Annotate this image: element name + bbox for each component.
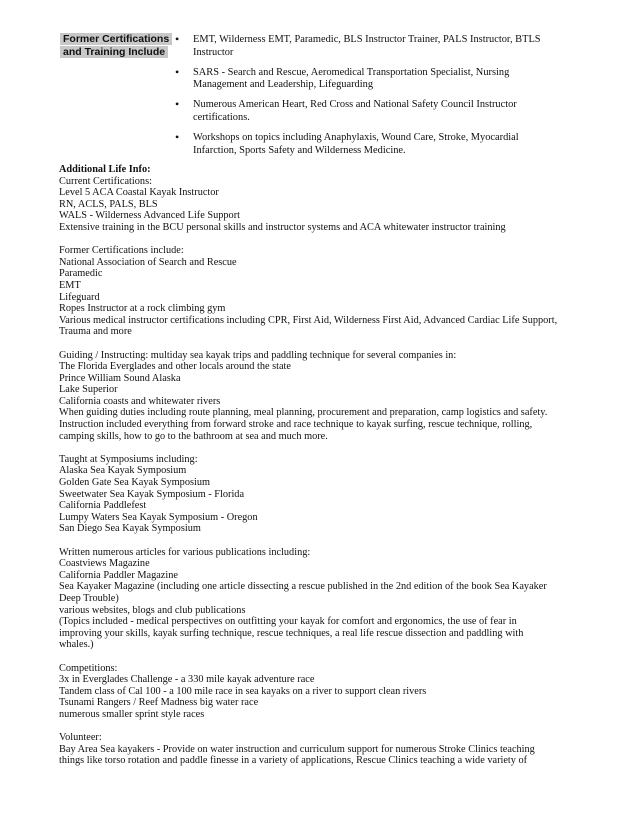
text-line: Lake Superior xyxy=(59,384,118,396)
additional-life-info xyxy=(59,164,559,767)
additional-life-info-title: Additional Life Info: xyxy=(59,164,151,175)
text-line: Tsunami Rangers / Reef Madness big water race xyxy=(59,697,259,709)
spacer xyxy=(59,234,559,246)
spacer xyxy=(59,651,559,663)
guiding-block xyxy=(59,350,559,443)
text-line: various websites, blogs and club publications xyxy=(59,604,246,616)
text-line: San Diego Sea Kayak Symposium xyxy=(59,523,201,535)
text-line: Prince William Sound Alaska xyxy=(59,372,181,384)
text-line: Lifeguard xyxy=(59,291,100,303)
bullet-icon: • xyxy=(175,32,180,46)
bullet-icon: • xyxy=(175,130,180,145)
text-line: Paramedic xyxy=(59,268,103,280)
text-line: Bay Area Sea kayakers - Provide on water instruction and curriculum support for numerous Stroke Clinics teaching things like torso rotation and paddle finesse in a variety of applications, Rescue Clinics teaching a wide variety of xyxy=(59,743,535,767)
articles-block xyxy=(59,547,559,651)
text-line: Alaska Sea Kayak Symposium xyxy=(59,465,187,477)
text-line: Competitions: xyxy=(59,662,118,674)
text-line: WALS - Wilderness Advanced Life Support xyxy=(59,210,240,222)
text-line: Golden Gate Sea Kayak Symposium xyxy=(59,477,210,489)
text-line: California Paddlefest xyxy=(59,500,147,512)
volunteer-block xyxy=(59,732,559,767)
text-line: Volunteer: xyxy=(59,732,102,744)
text-line: Former Certifications include: xyxy=(59,245,184,257)
bullet-item: • EMT, Wilderness EMT, Paramedic, BLS Instructor Trainer, PALS Instructor, BTLS Instructor xyxy=(175,32,541,58)
symposiums-block xyxy=(59,454,559,535)
text-line: California coasts and whitewater rivers xyxy=(59,395,221,407)
text-line: Taught at Symposiums including: xyxy=(59,453,198,465)
bullet-icon: • xyxy=(175,64,180,79)
former-certifications-block xyxy=(59,245,559,338)
text-line: Level 5 ACA Coastal Kayak Instructor xyxy=(59,187,219,199)
bullet-item: • Workshops on topics including Anaphylaxis, Wound Care, Stroke, Myocardial Infarction, Sports Safety and Wilderness Medicine. xyxy=(175,130,519,156)
text-line: Coastviews Magazine xyxy=(59,558,150,570)
bullet-item: • Numerous American Heart, Red Cross and National Safety Council Instructor certifications. xyxy=(175,97,517,123)
text-line: Tandem class of Cal 100 - a 100 mile race in sea kayaks on a river to support clean rivers xyxy=(59,685,427,697)
text-line: EMT xyxy=(59,279,81,291)
text-line: Written numerous articles for various publications including: xyxy=(59,546,311,558)
spacer xyxy=(59,442,559,454)
text-line: (Topics included - medical perspectives on outfitting your kayak for comfort and ergonomics, the use of fear in improving your skills, kayak surfing technique, rescue techniques, a real life rescue dissection and paddling with whales.) xyxy=(59,616,524,651)
text-line: Sweetwater Sea Kayak Symposium - Florida xyxy=(59,488,245,500)
text-line: Guiding / Instructing: multiday sea kayak trips and paddling technique for several companies in: xyxy=(59,349,457,361)
spacer xyxy=(59,721,559,733)
bullet-item: • SARS - Search and Rescue, Aeromedical Transportation Specialist, Nursing Management and Leadership, Lifeguarding xyxy=(175,64,510,91)
text-line: Ropes Instructor at a rock climbing gym xyxy=(59,303,226,315)
text-line: When guiding duties including route planning, meal planning, procurement and preparation, camp logistics and safety. xyxy=(59,407,548,419)
current-certifications-block xyxy=(59,176,559,234)
spacer xyxy=(59,338,559,350)
text-line: Current Certifications: xyxy=(59,175,152,187)
text-line: RN, ACLS, PALS, BLS xyxy=(59,198,158,210)
text-line: The Florida Everglades and other locals around the state xyxy=(59,361,291,373)
text-line: numerous smaller sprint style races xyxy=(59,708,205,720)
bullet-icon: • xyxy=(175,97,180,112)
former-certifications-bullet-list xyxy=(175,34,555,165)
competitions-block xyxy=(59,663,559,721)
text-line: Instruction included everything from forward stroke and race technique to kayak surfing, rescue technique, rolling, camping skills, how to go to the bathroom at sea and much more. xyxy=(59,419,533,442)
text-line: Sea Kayaker Magazine (including one article dissecting a rescue published in the 2nd edition of the book Sea Kayaker Deep Trouble) xyxy=(59,581,547,604)
former-certifications-heading xyxy=(60,33,170,59)
text-line: Lumpy Waters Sea Kayak Symposium - Oregon xyxy=(59,511,258,523)
former-certifications-heading-text: Former Certifications and Training Include xyxy=(60,33,172,58)
spacer xyxy=(59,535,559,547)
text-line: 3x in Everglades Challenge - a 330 mile kayak adventure race xyxy=(59,674,315,686)
text-line: Extensive training in the BCU personal skills and instructor systems and ACA whitewater instructor training xyxy=(59,221,506,233)
text-line: National Association of Search and Rescue xyxy=(59,256,237,268)
text-line: Various medical instructor certifications including CPR, First Aid, Wilderness First Aid, Advanced Cardiac Life Support, Trauma and more xyxy=(59,314,558,338)
text-line: California Paddler Magazine xyxy=(59,569,178,581)
